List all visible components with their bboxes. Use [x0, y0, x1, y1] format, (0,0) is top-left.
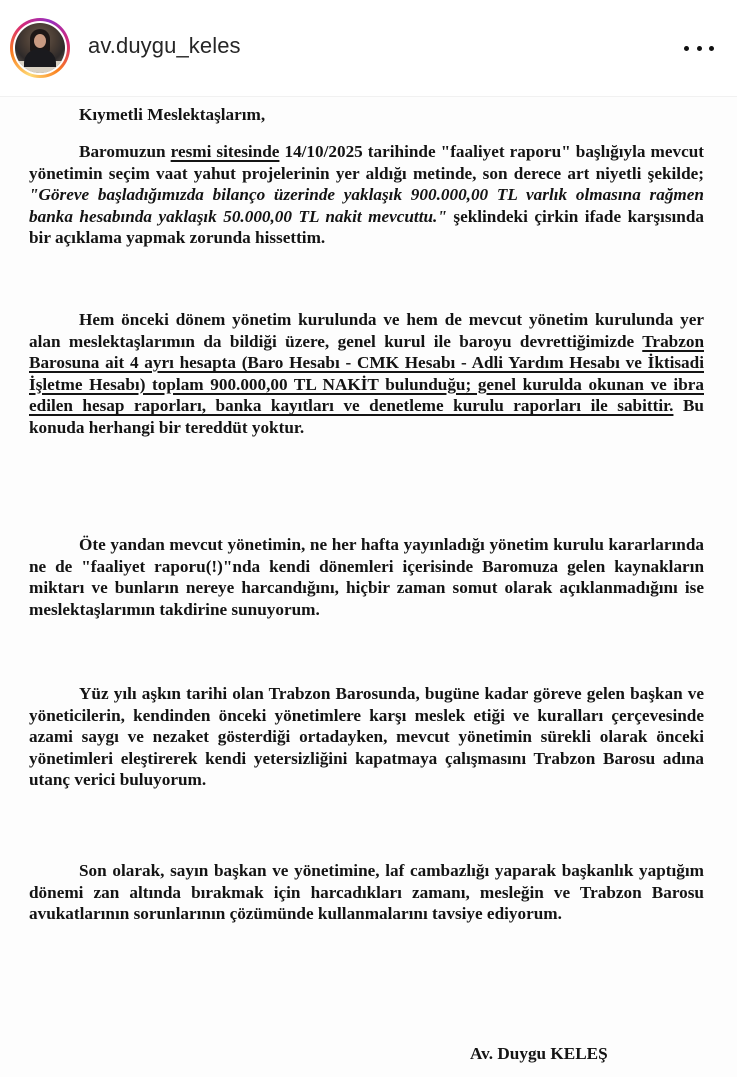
p1-text-b: 14/10/2025 tarihinde "faaliyet raporu" başlığıyla mevcut yönetimin seçim vaat yahut projelerinin yer aldığı metinde, son derece art niyetli şekilde;	[29, 142, 704, 183]
profile-photo	[15, 23, 65, 73]
paragraph-4: Yüz yılı aşkın tarihi olan Trabzon Barosunda, bugüne kadar göreve gelen başkan ve yöneticilerin, kendinden önceki yönetimlere karşı meslek etiği ve kuralları çerçevesinde azami saygı ve nezaket gösterdiği ortadayken, mevcut yönetimin sürekli olarak önceki yönetimleri eleştirerek kendi yetersizliğini kapatmaya çalışmasını Trabzon Barosu adına utanç verici buluyorum.	[29, 684, 704, 790]
photo-face	[34, 34, 46, 48]
avatar-inner-border	[13, 21, 67, 75]
p1-quoted-statement: "Göreve başladığımızda bilanço üzerinde yaklaşık 900.000,00 TL varlık olmasına rağmen banka hesabında yaklaşık 50.000,00 TL nakit mevcuttu."	[29, 185, 704, 226]
more-horizontal-icon-dot	[697, 46, 702, 51]
more-horizontal-icon-dot	[709, 46, 714, 51]
post-header	[0, 0, 737, 96]
paragraph-3: Öte yandan mevcut yönetimin, ne her hafta yayınladığı yönetim kurulu kararlarında ne de "faaliyet raporu(!)"nda kendi dönemleri içerisinde Baromuza gelen kaynakların miktarı ve bunların nereye harcandığını, hiçbir zaman somut olarak açıklanmadığını ise meslektaşlarımın takdirine sunuyorum.	[29, 535, 704, 619]
paragraph-2	[29, 309, 704, 439]
more-options-button[interactable]	[684, 40, 714, 56]
paragraph-1	[29, 141, 704, 249]
letter-greeting: Kıymetli Meslektaşlarım,	[79, 105, 266, 124]
post-image-letter	[0, 97, 737, 1077]
avatar[interactable]	[10, 18, 70, 78]
username-link[interactable]: av.duygu_keles	[88, 33, 241, 58]
more-horizontal-icon	[684, 46, 689, 51]
photo-body	[24, 49, 56, 67]
p2-text-b: Bu konuda herhangi bir tereddüt yoktur.	[29, 396, 704, 437]
signature: Av. Duygu KELEŞ	[470, 1044, 608, 1063]
p1-underlined-phrase: resmi sitesinde	[170, 142, 280, 161]
paragraph-5: Son olarak, sayın başkan ve yönetimine, laf cambazlığı yaparak başkanlık yaptığım dönemi zan altında bırakmak için harcadıkları zamanı, mesleğin ve Trabzon Barosu avukatlarının sorunlarının çözümünde kullanmalarını tavsiye ediyorum.	[29, 861, 704, 924]
p2-text-a: Hem önceki dönem yönetim kurulunda ve hem de mevcut yönetim kurulunda yer alan meslektaşlarımın da bildiği üzere, genel kurul ile baroyu devrettiğimizde	[29, 310, 704, 351]
p1-text-c: şeklindeki çirkin ifade karşısında bir açıklama yapmak zorunda hissettim.	[29, 206, 704, 248]
p2-underlined-statement: Trabzon Barosuna ait 4 ayrı hesapta (Baro Hesabı - CMK Hesabı - Adli Yardım Hesabı ve İktisadi İşletme Hesabı) toplam 900.000,00 TL NAKİT bulunduğu; genel kurulda okunan ve ibra edilen hesap raporları, banka kayıtları ve denetleme kurulu raporları ile sabittir.	[29, 331, 704, 416]
p1-text-a: Baromuzun	[79, 142, 171, 161]
